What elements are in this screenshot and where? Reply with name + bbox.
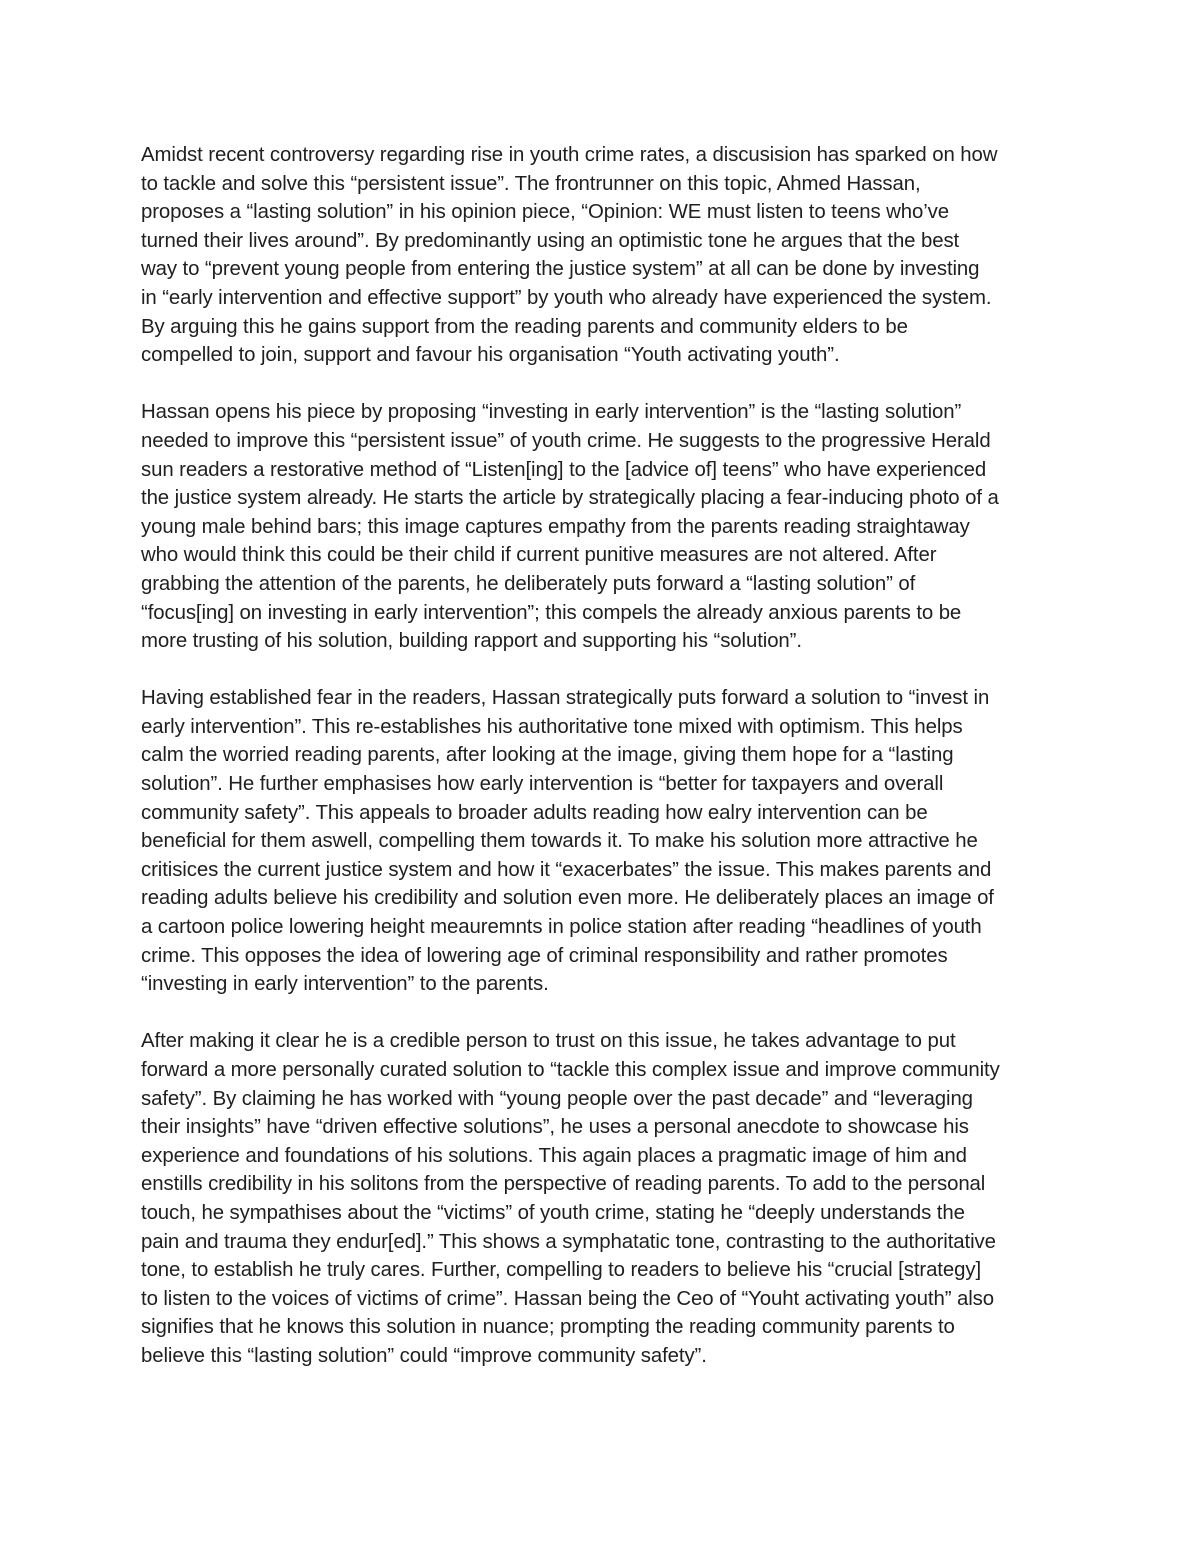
text-line: “focus[ing] on investing in early intervention”; this compels the already anxious parents to be	[141, 601, 962, 624]
text-line: Amidst recent controversy regarding rise in youth crime rates, a discusision has sparked on how	[141, 144, 998, 166]
text-line: pain and trauma they endur[ed].” This shows a symphatatic tone, contrasting to the authoritative	[141, 1230, 996, 1253]
text-line: who would think this could be their child if current punitive measures are not altered. After	[141, 544, 937, 567]
text-line: solution”. He further emphasises how early intervention is “better for taxpayers and overall	[141, 773, 944, 796]
text-line: compelled to join, support and favour his organisation “Youth activating youth”.	[141, 344, 840, 367]
text-line: signifies that he knows this solution in nuance; prompting the reading community parents to	[141, 1316, 955, 1339]
text-line: experience and foundations of his solutions. This again places a pragmatic image of him and	[141, 1144, 967, 1167]
text-line: beneficial for them aswell, compelling them towards it. To make his solution more attractive he	[141, 830, 978, 853]
text-line: young male behind bars; this image captures empathy from the parents reading straightaway	[141, 515, 970, 538]
text-line: By arguing this he gains support from the reading parents and community elders to be	[141, 315, 908, 338]
text-line: way to “prevent young people from entering the justice system” at all can be done by investing	[141, 258, 980, 281]
paragraph-2	[141, 398, 1071, 655]
text-line: critisices the current justice system and how it “exacerbates” the issue. This makes parents and	[141, 858, 992, 881]
text-line: crime. This opposes the idea of lowering age of criminal responsibility and rather promotes	[141, 944, 948, 967]
text-line: proposes a “lasting solution” in his opinion piece, “Opinion: WE must listen to teens who’ve	[141, 201, 949, 224]
text-line: tone, to establish he truly cares. Further, compelling to readers to believe his “crucial [strategy]	[141, 1259, 982, 1282]
paragraph-1	[141, 141, 1071, 370]
text-line: believe this “lasting solution” could “improve community safety”.	[141, 1344, 707, 1367]
text-line: enstills credibility in his solitons from the perspective of reading parents. To add to the personal	[141, 1173, 986, 1196]
text-line: reading adults believe his credibility and solution even more. He deliberately places an image of	[141, 887, 994, 910]
text-line: “investing in early intervention” to the parents.	[141, 973, 549, 996]
text-line: After making it clear he is a credible person to trust on this issue, he takes advantage to put	[141, 1030, 956, 1053]
text-line: community safety”. This appeals to broader adults reading how ealry intervention can be	[141, 801, 928, 824]
text-line: the justice system already. He starts the article by strategically placing a fear-inducing photo of a	[141, 487, 999, 510]
text-line: Having established fear in the readers, Hassan strategically puts forward a solution to “invest in	[141, 687, 990, 710]
text-line: needed to improve this “persistent issue” of youth crime. He suggests to the progressive Herald	[141, 429, 991, 452]
text-line: to tackle and solve this “persistent issue”. The frontrunner on this topic, Ahmed Hassan,	[141, 172, 921, 195]
text-line: more trusting of his solution, building rapport and supporting his “solution”.	[141, 630, 802, 653]
text-line: early intervention”. This re-establishes his authoritative tone mixed with optimism. This helps	[141, 715, 963, 738]
text-line: sun readers a restorative method of “Listen[ing] to the [advice of] teens” who have experienced	[141, 458, 987, 481]
text-line: safety”. By claiming he has worked with “young people over the past decade” and “leveraging	[141, 1087, 973, 1110]
text-line: to listen to the voices of victims of crime”. Hassan being the Ceo of “Youht activating youth” also	[141, 1287, 994, 1310]
text-line: their insights” have “driven effective solutions”, he uses a personal anecdote to showcase his	[141, 1116, 969, 1139]
text-line: turned their lives around”. By predominantly using an optimistic tone he argues that the best	[141, 229, 960, 252]
paragraph-4	[141, 1027, 1071, 1370]
document-body	[141, 141, 1071, 1399]
text-line: a cartoon police lowering height meauremnts in police station after reading “headlines of youth	[141, 916, 982, 939]
paragraph-3	[141, 684, 1071, 999]
text-line: touch, he sympathises about the “victims” of youth crime, stating he “deeply understands the	[141, 1201, 965, 1224]
text-line: grabbing the attention of the parents, he deliberately puts forward a “lasting solution” of	[141, 572, 916, 595]
text-line: Hassan opens his piece by proposing “investing in early intervention” is the “lasting solution”	[141, 401, 962, 424]
text-line: calm the worried reading parents, after looking at the image, giving them hope for a “lasting	[141, 744, 954, 767]
text-line: forward a more personally curated solution to “tackle this complex issue and improve community	[141, 1059, 1000, 1081]
text-line: in “early intervention and effective support” by youth who already have experienced the system.	[141, 286, 992, 309]
